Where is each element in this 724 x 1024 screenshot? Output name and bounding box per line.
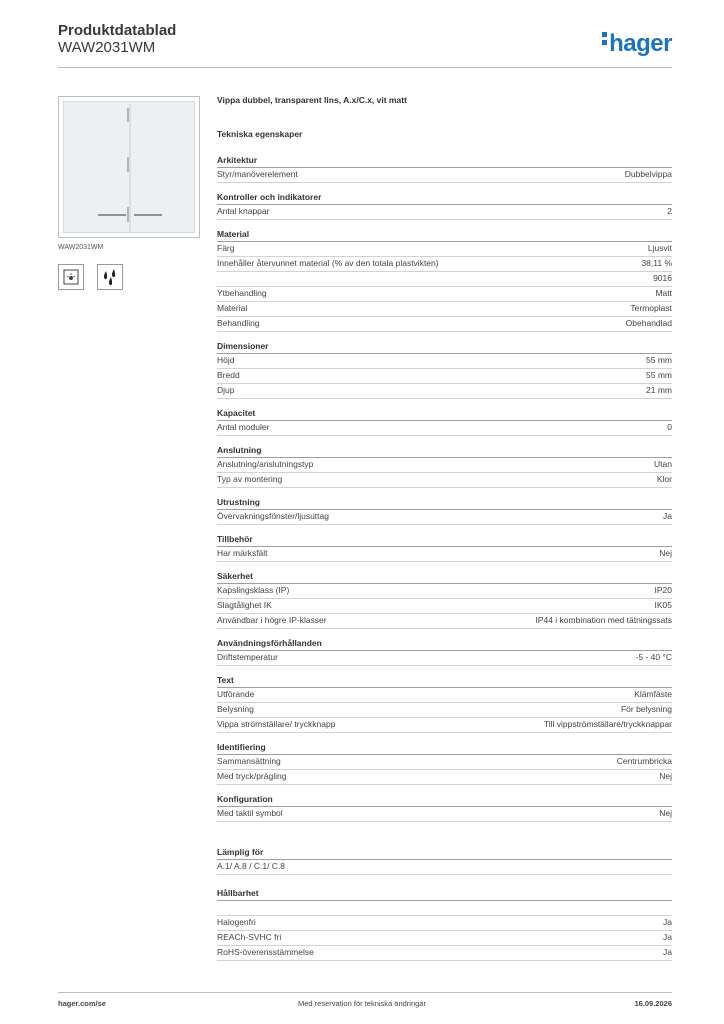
spec-value: 55 mm: [646, 370, 672, 380]
spec-label: Ytbehandling: [217, 288, 267, 298]
group-title: Text: [217, 674, 672, 688]
logo-text: hager: [609, 30, 672, 57]
spec-label: Övervakningsfönster/ljusuttag: [217, 511, 329, 521]
spec-value: 9016: [653, 273, 672, 283]
spec-row: [217, 369, 672, 384]
spec-row: [217, 547, 672, 562]
spec-value: Obehandlad: [625, 318, 672, 328]
spec-value: -5 - 40 °C: [635, 652, 672, 662]
spec-group: [217, 570, 672, 629]
spec-value: Ja: [663, 932, 672, 942]
spec-row: [217, 384, 672, 399]
spec-value: 21 mm: [646, 385, 672, 395]
spec-value: 38,11 %: [641, 258, 672, 268]
document-title: Produktdatablad: [58, 22, 177, 39]
spec-value: Utan: [654, 459, 672, 469]
spec-value: Centrumbricka: [616, 756, 672, 766]
group-title: Arkitektur: [217, 154, 672, 168]
spec-value: Nej: [659, 548, 672, 558]
spec-label: Kapslingsklass (IP): [217, 585, 290, 595]
spec-label: Belysning: [217, 704, 254, 714]
spec-label: Bredd: [217, 370, 240, 380]
spec-content: [217, 95, 672, 969]
footer-website-link[interactable]: hager.com/se: [58, 999, 106, 1008]
spec-value: 2: [667, 206, 672, 216]
group-title: Dimensioner: [217, 340, 672, 354]
spec-row: [217, 860, 672, 875]
group-title: Identifiering: [217, 741, 672, 755]
spec-groups: [217, 154, 672, 822]
spec-label: Slagtålighet IK: [217, 600, 272, 610]
footer-divider: [58, 992, 672, 993]
spec-group: [217, 793, 672, 822]
spec-value: Nej: [659, 808, 672, 818]
spec-value: Dubbelvippa: [624, 169, 672, 179]
group-title: Hållbarhet: [217, 887, 672, 901]
spec-row: [217, 287, 672, 302]
group-title: Kapacitet: [217, 407, 672, 421]
spec-row: [217, 354, 672, 369]
spec-value: Ja: [663, 511, 672, 521]
spec-label: Med tryck/prägling: [217, 771, 287, 781]
spec-row: [217, 651, 672, 666]
spec-label: Har märksfält: [217, 548, 268, 558]
spec-row: [217, 946, 672, 961]
spec-value: IP44 i kombination med tätningssats: [535, 615, 672, 625]
spec-label: Innehåller återvunnet material (% av den totala plastvikten): [217, 258, 439, 268]
spec-label: Sammansättning: [217, 756, 281, 766]
spec-group: [217, 340, 672, 399]
spec-label: REACh-SVHC fri: [217, 932, 282, 942]
spec-row: [217, 242, 672, 257]
product-description: Vippa dubbel, transparent lins, A.x/C.x, vit matt: [217, 95, 407, 105]
spec-label: Djup: [217, 385, 235, 395]
spec-group: [217, 154, 672, 183]
spec-value: Klor: [656, 474, 672, 484]
product-code: WAW2031WM: [58, 39, 156, 56]
spec-label: Halogenfri: [217, 917, 256, 927]
logo-dots-icon: [602, 29, 608, 48]
spec-group: [217, 741, 672, 785]
spec-group: [217, 191, 672, 220]
group-title: Utrustning: [217, 496, 672, 510]
spec-row: [217, 931, 672, 946]
image-caption: WAW2031WM: [58, 244, 104, 251]
spec-row: [217, 703, 672, 718]
spec-row: [217, 302, 672, 317]
spec-value: För belysning: [620, 704, 672, 714]
sustainability-group: [217, 887, 672, 961]
group-title: Säkerhet: [217, 570, 672, 584]
spec-label: Material: [217, 303, 248, 313]
spec-row: [217, 688, 672, 703]
spec-group: [217, 533, 672, 562]
spec-value: Till vippströmställare/tryckknappar: [543, 719, 672, 729]
spec-group: [217, 496, 672, 525]
spec-group: [217, 407, 672, 436]
spec-row: [217, 718, 672, 733]
spec-value: 55 mm: [646, 355, 672, 365]
spec-label: Med taktil symbol: [217, 808, 283, 818]
spec-value: IK05: [654, 600, 672, 610]
spec-label: Höjd: [217, 355, 235, 365]
spec-value: Ljusvit: [647, 243, 672, 253]
spec-row: [217, 317, 672, 332]
spec-row: [217, 168, 672, 183]
spec-row: [217, 257, 672, 272]
footer-disclaimer: Med reservation för tekniska ändringar: [298, 999, 426, 1008]
spec-label: Färg: [217, 243, 235, 253]
spec-row: [217, 770, 672, 785]
hager-logo[interactable]: [602, 30, 672, 58]
spec-value: Ja: [663, 947, 672, 957]
group-title: Lämplig för: [217, 846, 672, 860]
spec-label: Driftstemperatur: [217, 652, 278, 662]
spec-row: [217, 755, 672, 770]
spec-label: A.1/ A.8 / C.1/ C.8: [217, 861, 286, 871]
spec-label: Typ av montering: [217, 474, 283, 484]
spec-label: Antal knappar: [217, 206, 270, 216]
water-drops-icon: [97, 264, 123, 290]
spec-value: 0: [667, 422, 672, 432]
document-header: [58, 22, 176, 56]
spec-row: [217, 205, 672, 220]
suitable-for-group: [217, 846, 672, 875]
spec-value: Termoplast: [630, 303, 672, 313]
spec-label: Antal moduler: [217, 422, 270, 432]
spec-value: Nej: [659, 771, 672, 781]
spec-label: Användbar i högre IP-klasser: [217, 615, 327, 625]
group-title: Användningsförhållanden: [217, 637, 672, 651]
spec-row: [217, 916, 672, 931]
spec-row: [217, 614, 672, 629]
group-title: Tillbehör: [217, 533, 672, 547]
spec-row: [217, 901, 672, 916]
spec-group: [217, 637, 672, 666]
spec-label: Utförande: [217, 689, 255, 699]
light-indicator-icon: [58, 264, 84, 290]
spec-row: [217, 510, 672, 525]
spec-label: Vippa strömställare/ tryckknapp: [217, 719, 336, 729]
footer-date: 16.09.2026: [634, 999, 672, 1008]
spec-group: [217, 674, 672, 733]
spec-group: [217, 444, 672, 488]
spec-value: IP20: [654, 585, 672, 595]
section-heading: Tekniska egenskaper: [217, 129, 303, 139]
spec-row: [217, 807, 672, 822]
group-title: Material: [217, 228, 672, 242]
spec-label: RoHS-överensstämmelse: [217, 947, 314, 957]
spec-row: [217, 599, 672, 614]
spec-group: [217, 228, 672, 332]
group-title: Kontroller och indikatorer: [217, 191, 672, 205]
spec-row: [217, 272, 672, 287]
spec-row: [217, 421, 672, 436]
spec-row: [217, 584, 672, 599]
spec-value: Matt: [655, 288, 672, 298]
spec-label: Styr/manöverelement: [217, 169, 298, 179]
spec-value: Ja: [663, 917, 672, 927]
header-divider: [58, 67, 672, 68]
spec-row: [217, 473, 672, 488]
spec-label: Behandling: [217, 318, 260, 328]
spec-value: Klämfäste: [634, 689, 672, 699]
group-title: Konfiguration: [217, 793, 672, 807]
spec-label: Anslutning/anslutningstyp: [217, 459, 314, 469]
product-image: [58, 96, 200, 238]
group-title: Anslutning: [217, 444, 672, 458]
spec-row: [217, 458, 672, 473]
